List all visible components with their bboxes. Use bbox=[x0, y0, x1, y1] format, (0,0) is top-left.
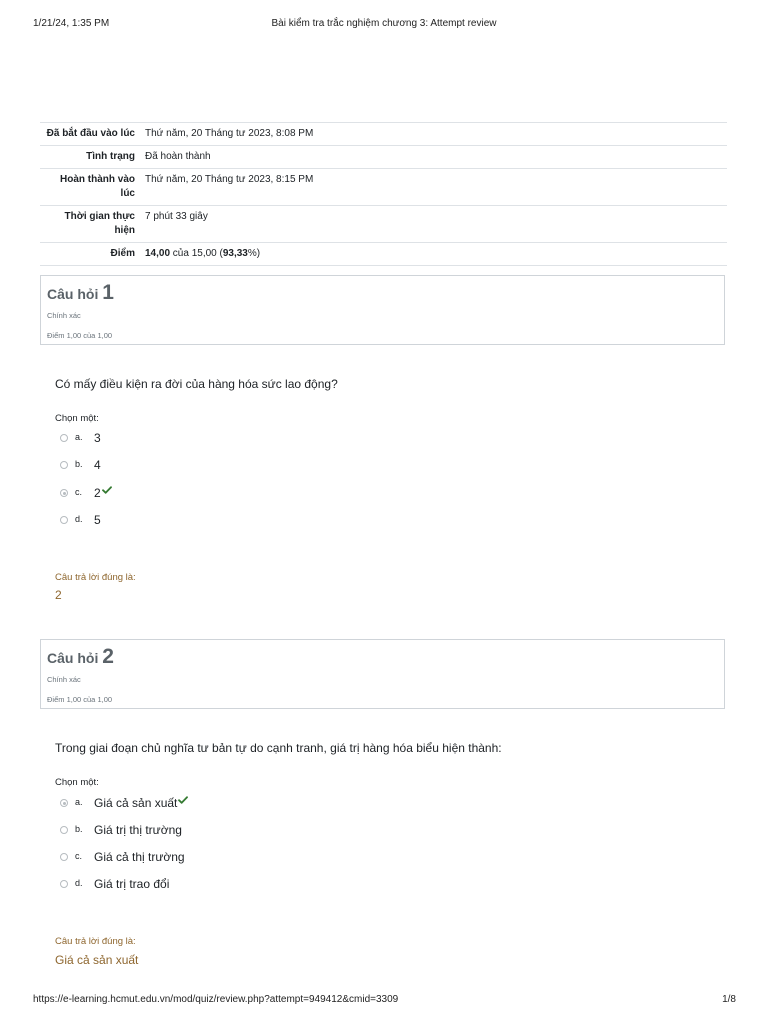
summary-row-started bbox=[40, 123, 727, 146]
grade-score: 14,00 bbox=[145, 248, 171, 259]
question-text: Trong giai đoạn chủ nghĩa tư bản tự do cạnh tranh, giá trị hàng hóa biểu hiện thành: bbox=[55, 741, 502, 755]
question-heading-label: Câu hỏi bbox=[47, 650, 99, 666]
question-state: Chính xác bbox=[47, 675, 81, 684]
radio-button[interactable] bbox=[60, 826, 68, 834]
summary-value: Thứ năm, 20 Tháng tư 2023, 8:15 PM bbox=[140, 169, 727, 206]
check-icon bbox=[178, 796, 188, 804]
radio-button[interactable] bbox=[60, 516, 68, 524]
print-datetime: 1/21/24, 1:35 PM bbox=[33, 18, 110, 29]
answer-letter: b. bbox=[75, 459, 83, 469]
summary-label: Thời gian thực hiện bbox=[40, 206, 140, 243]
answer-text-wrap bbox=[94, 796, 188, 810]
radio-button[interactable] bbox=[60, 434, 68, 442]
answer-text: 5 bbox=[94, 513, 101, 527]
question-heading bbox=[47, 281, 114, 305]
answer-text: Giá cả sản xuất bbox=[94, 796, 178, 810]
right-answer-label: Câu trả lời đúng là: bbox=[55, 936, 136, 947]
question-number: 1 bbox=[102, 281, 114, 304]
print-url: https://e-learning.hcmut.edu.vn/mod/quiz/review.php?attempt=949412&cmid=3309 bbox=[33, 994, 399, 1005]
answer-text: 4 bbox=[94, 458, 101, 472]
right-answer-label: Câu trả lời đúng là: bbox=[55, 572, 136, 583]
right-answer-value: 2 bbox=[55, 588, 62, 602]
answer-text: Giá cả thị trường bbox=[94, 850, 185, 864]
summary-label: Hoàn thành vào lúc bbox=[40, 169, 140, 206]
grade-of-text: của 15,00 ( bbox=[170, 248, 223, 259]
right-answer-value: Giá cả sản xuất bbox=[55, 953, 139, 967]
question-heading-label: Câu hỏi bbox=[47, 286, 99, 302]
question-info-1 bbox=[40, 275, 725, 345]
question-state: Chính xác bbox=[47, 311, 81, 320]
print-header bbox=[0, 18, 768, 32]
question-text: Có mấy điều kiện ra đời của hàng hóa sức lao động? bbox=[55, 377, 338, 391]
summary-grade-value bbox=[140, 243, 727, 266]
radio-button-selected[interactable] bbox=[60, 799, 68, 807]
answer-prompt: Chọn một: bbox=[55, 413, 99, 424]
answer-letter: c. bbox=[75, 487, 83, 497]
answer-letter: d. bbox=[75, 514, 83, 524]
summary-value: Thứ năm, 20 Tháng tư 2023, 8:08 PM bbox=[140, 123, 727, 146]
check-icon bbox=[102, 486, 112, 494]
summary-label: Tình trạng bbox=[40, 146, 140, 169]
answer-letter: a. bbox=[75, 797, 83, 807]
grade-percent: 93,33 bbox=[222, 248, 248, 259]
answer-letter: a. bbox=[75, 432, 83, 442]
attempt-summary-table bbox=[40, 122, 727, 266]
question-number: 2 bbox=[102, 645, 114, 668]
answer-text: 3 bbox=[94, 431, 101, 445]
grade-close: %) bbox=[247, 248, 261, 259]
radio-button[interactable] bbox=[60, 880, 68, 888]
summary-row-time-taken bbox=[40, 206, 727, 243]
summary-row-grade bbox=[40, 243, 727, 266]
answer-letter: c. bbox=[75, 851, 83, 861]
summary-value: 7 phút 33 giây bbox=[140, 206, 727, 243]
answer-letter: d. bbox=[75, 878, 83, 888]
answer-prompt: Chọn một: bbox=[55, 777, 99, 788]
question-grade: Điểm 1,00 của 1,00 bbox=[47, 331, 113, 340]
question-heading bbox=[47, 645, 114, 669]
page-number: 1/8 bbox=[722, 994, 736, 1005]
summary-row-completed bbox=[40, 169, 727, 206]
answer-text: 2 bbox=[94, 486, 101, 500]
summary-row-state bbox=[40, 146, 727, 169]
print-page-title: Bài kiểm tra trắc nghiệm chương 3: Attempt review bbox=[271, 18, 497, 29]
radio-button[interactable] bbox=[60, 461, 68, 469]
question-grade: Điểm 1,00 của 1,00 bbox=[47, 695, 113, 704]
answer-text-wrap bbox=[94, 486, 112, 500]
print-footer bbox=[0, 994, 768, 1008]
question-info-2 bbox=[40, 639, 725, 709]
radio-button[interactable] bbox=[60, 853, 68, 861]
summary-label: Đã bắt đầu vào lúc bbox=[40, 123, 140, 146]
radio-button-selected[interactable] bbox=[60, 489, 68, 497]
summary-value: Đã hoàn thành bbox=[140, 146, 727, 169]
answer-letter: b. bbox=[75, 824, 83, 834]
answer-text: Giá trị thị trường bbox=[94, 823, 182, 837]
summary-label: Điểm bbox=[40, 243, 140, 266]
answer-text: Giá trị trao đổi bbox=[94, 877, 170, 891]
